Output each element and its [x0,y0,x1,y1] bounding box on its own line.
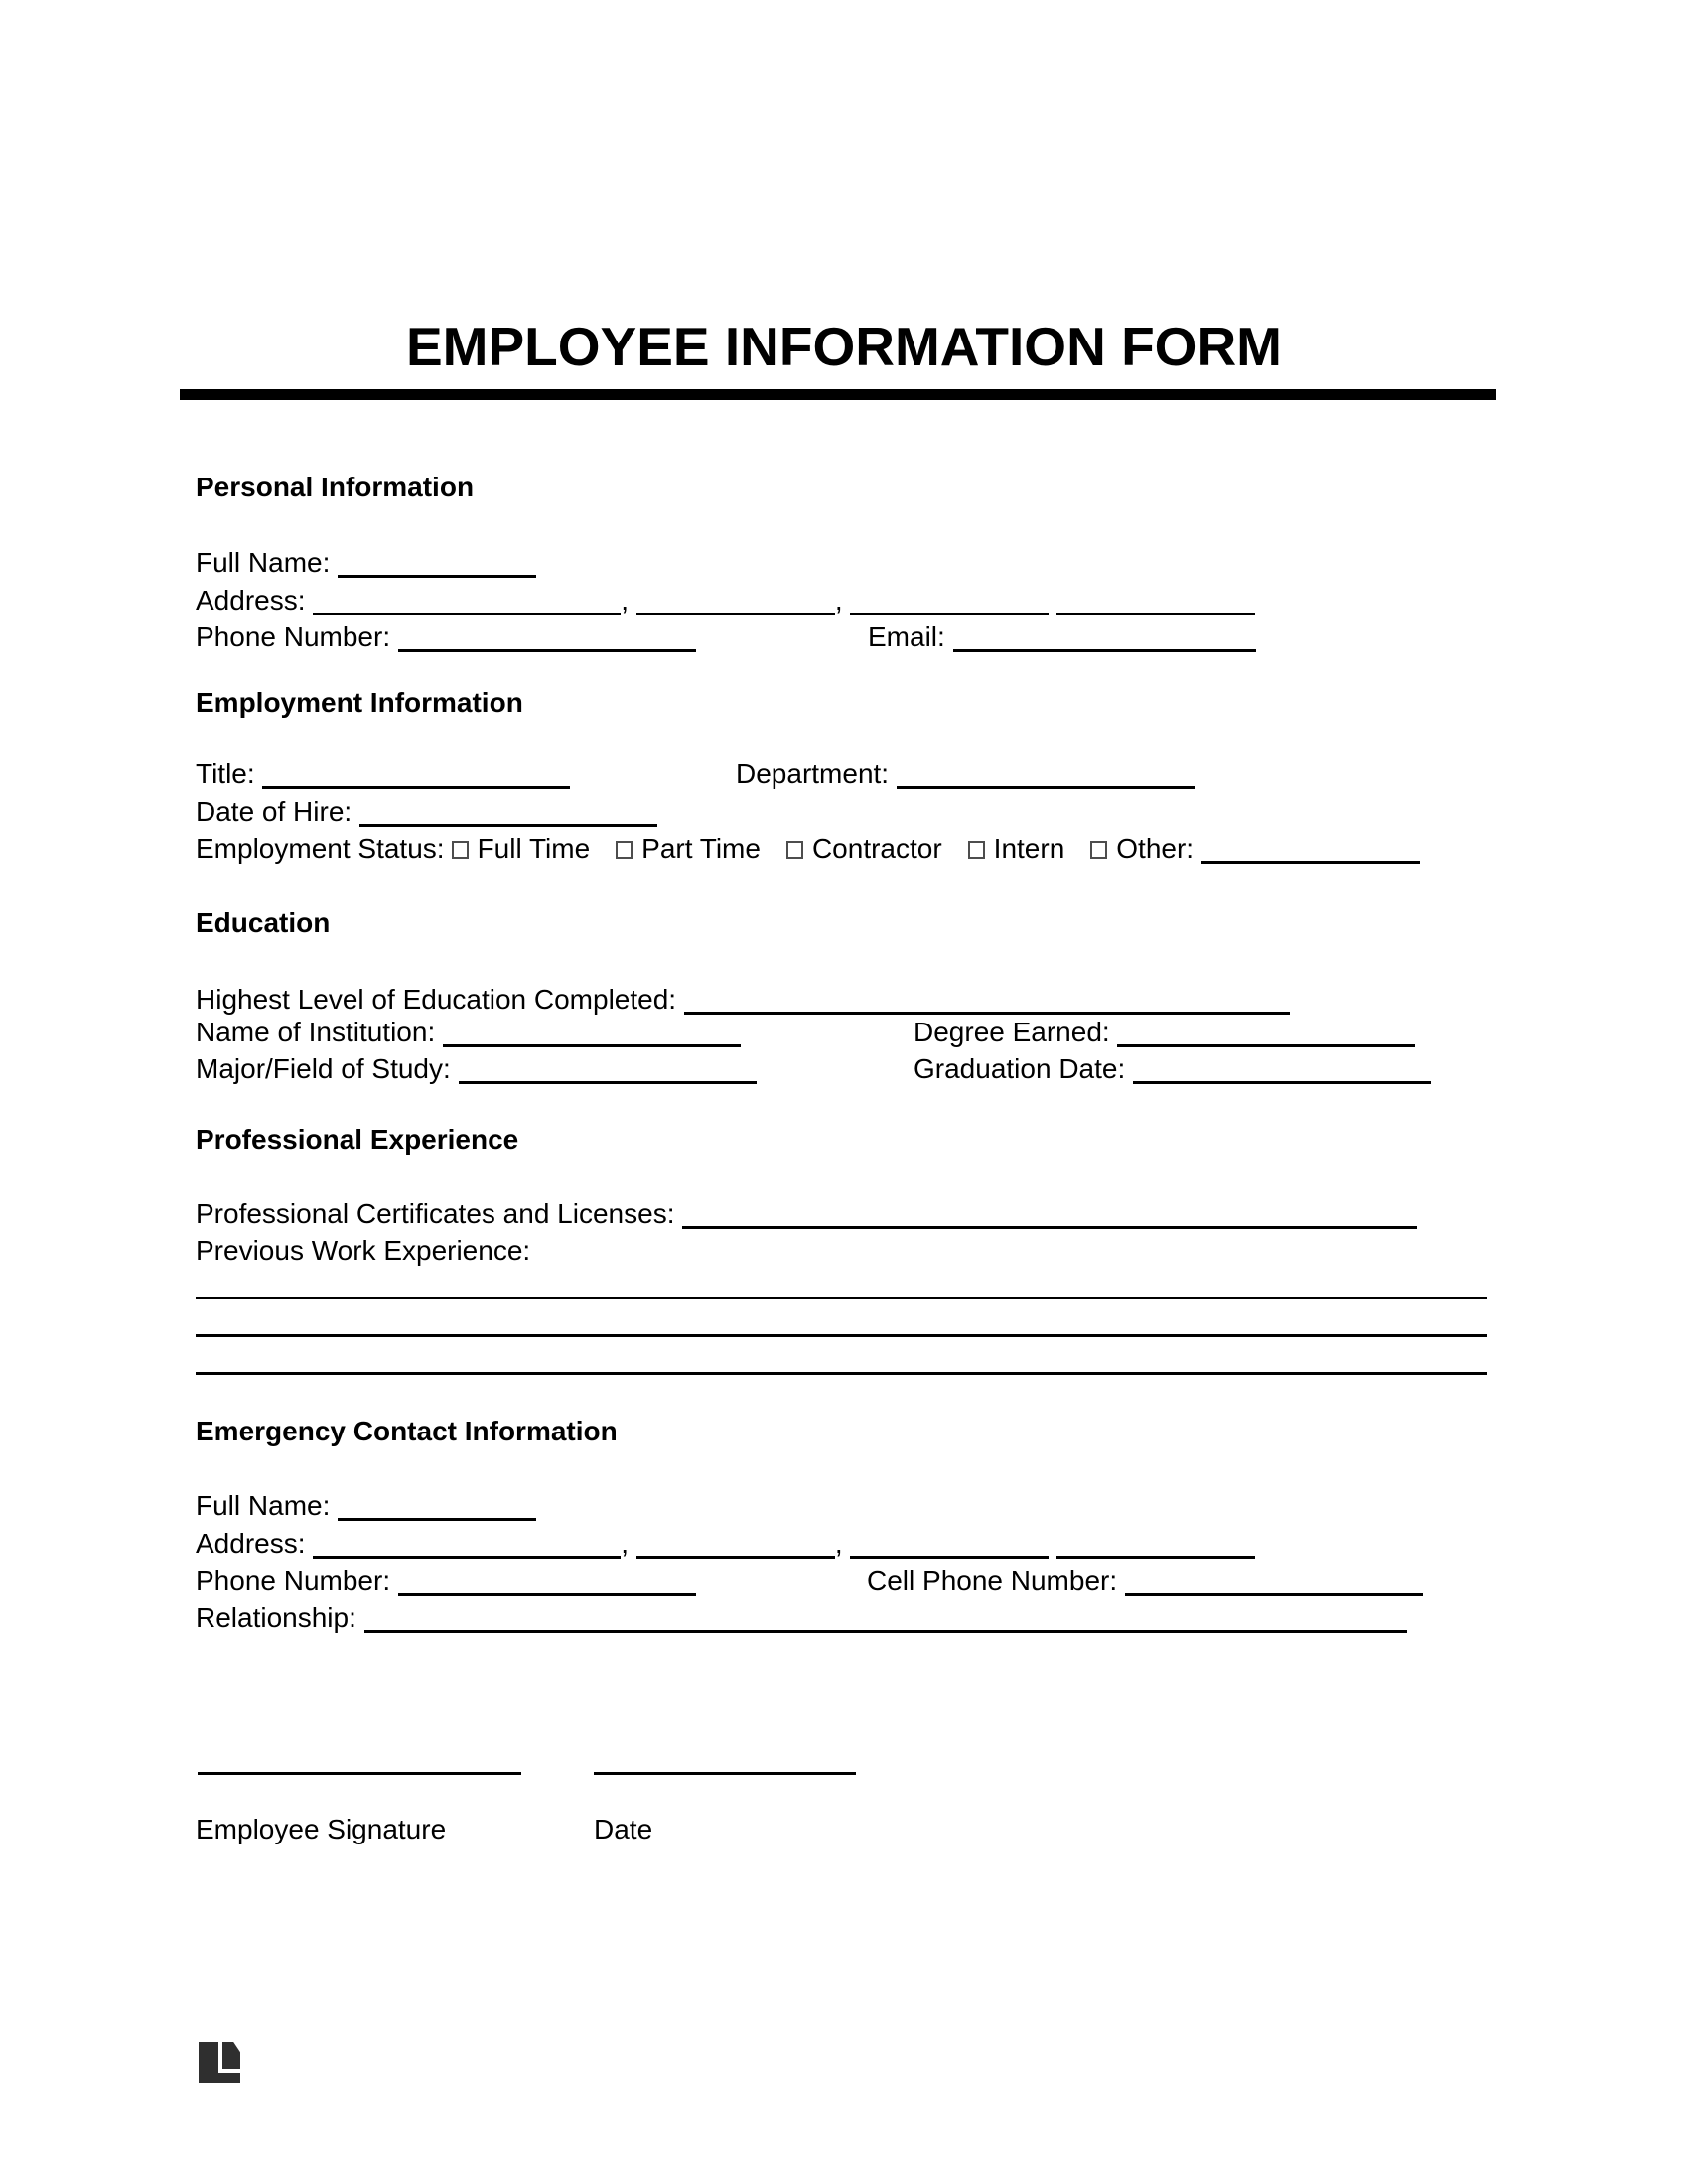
employee-signature-line[interactable] [198,1772,521,1775]
personal-full-name-row [196,548,1529,578]
emergency-address-label: Address: [196,1528,306,1559]
date-label: Date [594,1814,653,1844]
emergency-full-name-row [196,1491,1529,1521]
personal-email-blank[interactable] [953,629,1256,652]
date-line[interactable] [594,1772,856,1775]
personal-full-name-blank[interactable] [338,555,536,578]
checkbox-part-time[interactable] [616,841,633,859]
education-highest-blank[interactable] [684,992,1290,1015]
checkbox-other[interactable] [1090,841,1107,859]
section-heading-employment: Employment Information [196,687,523,718]
personal-address-street-blank[interactable] [313,593,621,615]
emergency-phone-blank[interactable] [398,1573,696,1596]
personal-address-row [196,586,1529,615]
section-heading-personal: Personal Information [196,472,475,502]
personal-phone-blank[interactable] [398,629,696,652]
personal-address-label: Address: [196,585,306,615]
professional-certificates-label: Professional Certificates and Licenses: [196,1198,675,1229]
personal-address-city-blank[interactable] [636,593,835,615]
employment-title-label: Title: [196,758,255,789]
education-degree-label: Degree Earned: [914,1017,1110,1047]
education-graduation-label: Graduation Date: [914,1053,1126,1084]
employment-department-blank[interactable] [897,766,1195,789]
personal-phone-label: Phone Number: [196,621,391,652]
comma: , [834,585,843,615]
status-option-full-time: Full Time [477,833,591,864]
employment-hire-date-label: Date of Hire: [196,796,352,827]
status-option-other: Other: [1116,833,1195,864]
emergency-address-row [196,1529,1529,1559]
education-institution-label: Name of Institution: [196,1017,436,1047]
checkbox-intern[interactable] [968,841,985,859]
emergency-phone-label: Phone Number: [196,1566,391,1596]
education-major-blank[interactable] [459,1061,757,1084]
emergency-relationship-blank[interactable] [364,1610,1407,1633]
emergency-address-city-blank[interactable] [636,1536,835,1559]
emergency-relationship-row [196,1603,1529,1633]
personal-address-state-blank[interactable] [850,593,1049,615]
employment-status-row [196,834,1529,864]
status-option-contractor: Contractor [811,833,942,864]
logo-page-icon [222,2042,240,2069]
employment-status-other-blank[interactable] [1201,841,1420,864]
checkbox-contractor[interactable] [786,841,803,859]
education-major-row [196,1054,1529,1084]
employee-signature-label: Employee Signature [196,1814,447,1844]
emergency-cell-blank[interactable] [1125,1573,1423,1596]
personal-full-name-label: Full Name: [196,547,331,578]
personal-address-zip-blank[interactable] [1056,593,1255,615]
emergency-address-street-blank[interactable] [313,1536,621,1559]
employment-hire-date-blank[interactable] [359,804,657,827]
previous-work-line-2[interactable] [196,1334,1487,1337]
section-heading-emergency: Emergency Contact Information [196,1416,618,1446]
emergency-address-state-blank[interactable] [850,1536,1049,1559]
logo-bottom-bar-icon [199,2073,240,2083]
previous-work-line-1[interactable] [196,1297,1487,1299]
education-major-label: Major/Field of Study: [196,1053,451,1084]
professional-certificates-blank[interactable] [682,1206,1417,1229]
personal-email-label: Email: [868,621,945,652]
comma: , [834,1528,843,1559]
personal-phone-row [196,622,1529,652]
signature-labels-row [196,1815,1529,1844]
education-institution-row [196,1018,1529,1047]
checkbox-full-time[interactable] [452,841,469,859]
emergency-relationship-label: Relationship: [196,1602,356,1633]
emergency-phone-row [196,1567,1529,1596]
employment-status-label: Employment Status: [196,833,445,864]
status-option-part-time: Part Time [641,833,761,864]
education-degree-blank[interactable] [1117,1024,1415,1047]
emergency-full-name-label: Full Name: [196,1490,331,1521]
section-heading-education: Education [196,907,331,938]
professional-previous-row [196,1236,1529,1266]
status-option-intern: Intern [993,833,1065,864]
employment-title-blank[interactable] [262,766,570,789]
previous-work-line-3[interactable] [196,1372,1487,1375]
employment-department-label: Department: [736,758,890,789]
employment-title-row [196,759,1529,789]
emergency-full-name-blank[interactable] [338,1498,536,1521]
education-institution-blank[interactable] [443,1024,741,1047]
emergency-cell-label: Cell Phone Number: [867,1566,1118,1596]
comma: , [621,585,630,615]
professional-certificates-row [196,1199,1529,1229]
form-title: EMPLOYEE INFORMATION FORM [405,316,1282,377]
emergency-address-zip-blank[interactable] [1056,1536,1255,1559]
title-rule [180,389,1496,400]
employment-hire-date-row [196,797,1529,827]
education-graduation-blank[interactable] [1133,1061,1431,1084]
professional-previous-label: Previous Work Experience: [196,1235,531,1266]
section-heading-professional: Professional Experience [196,1124,519,1155]
education-highest-row [196,985,1529,1015]
comma: , [621,1528,630,1559]
education-highest-label: Highest Level of Education Completed: [196,984,677,1015]
legaltemplates-logo [199,2042,240,2083]
